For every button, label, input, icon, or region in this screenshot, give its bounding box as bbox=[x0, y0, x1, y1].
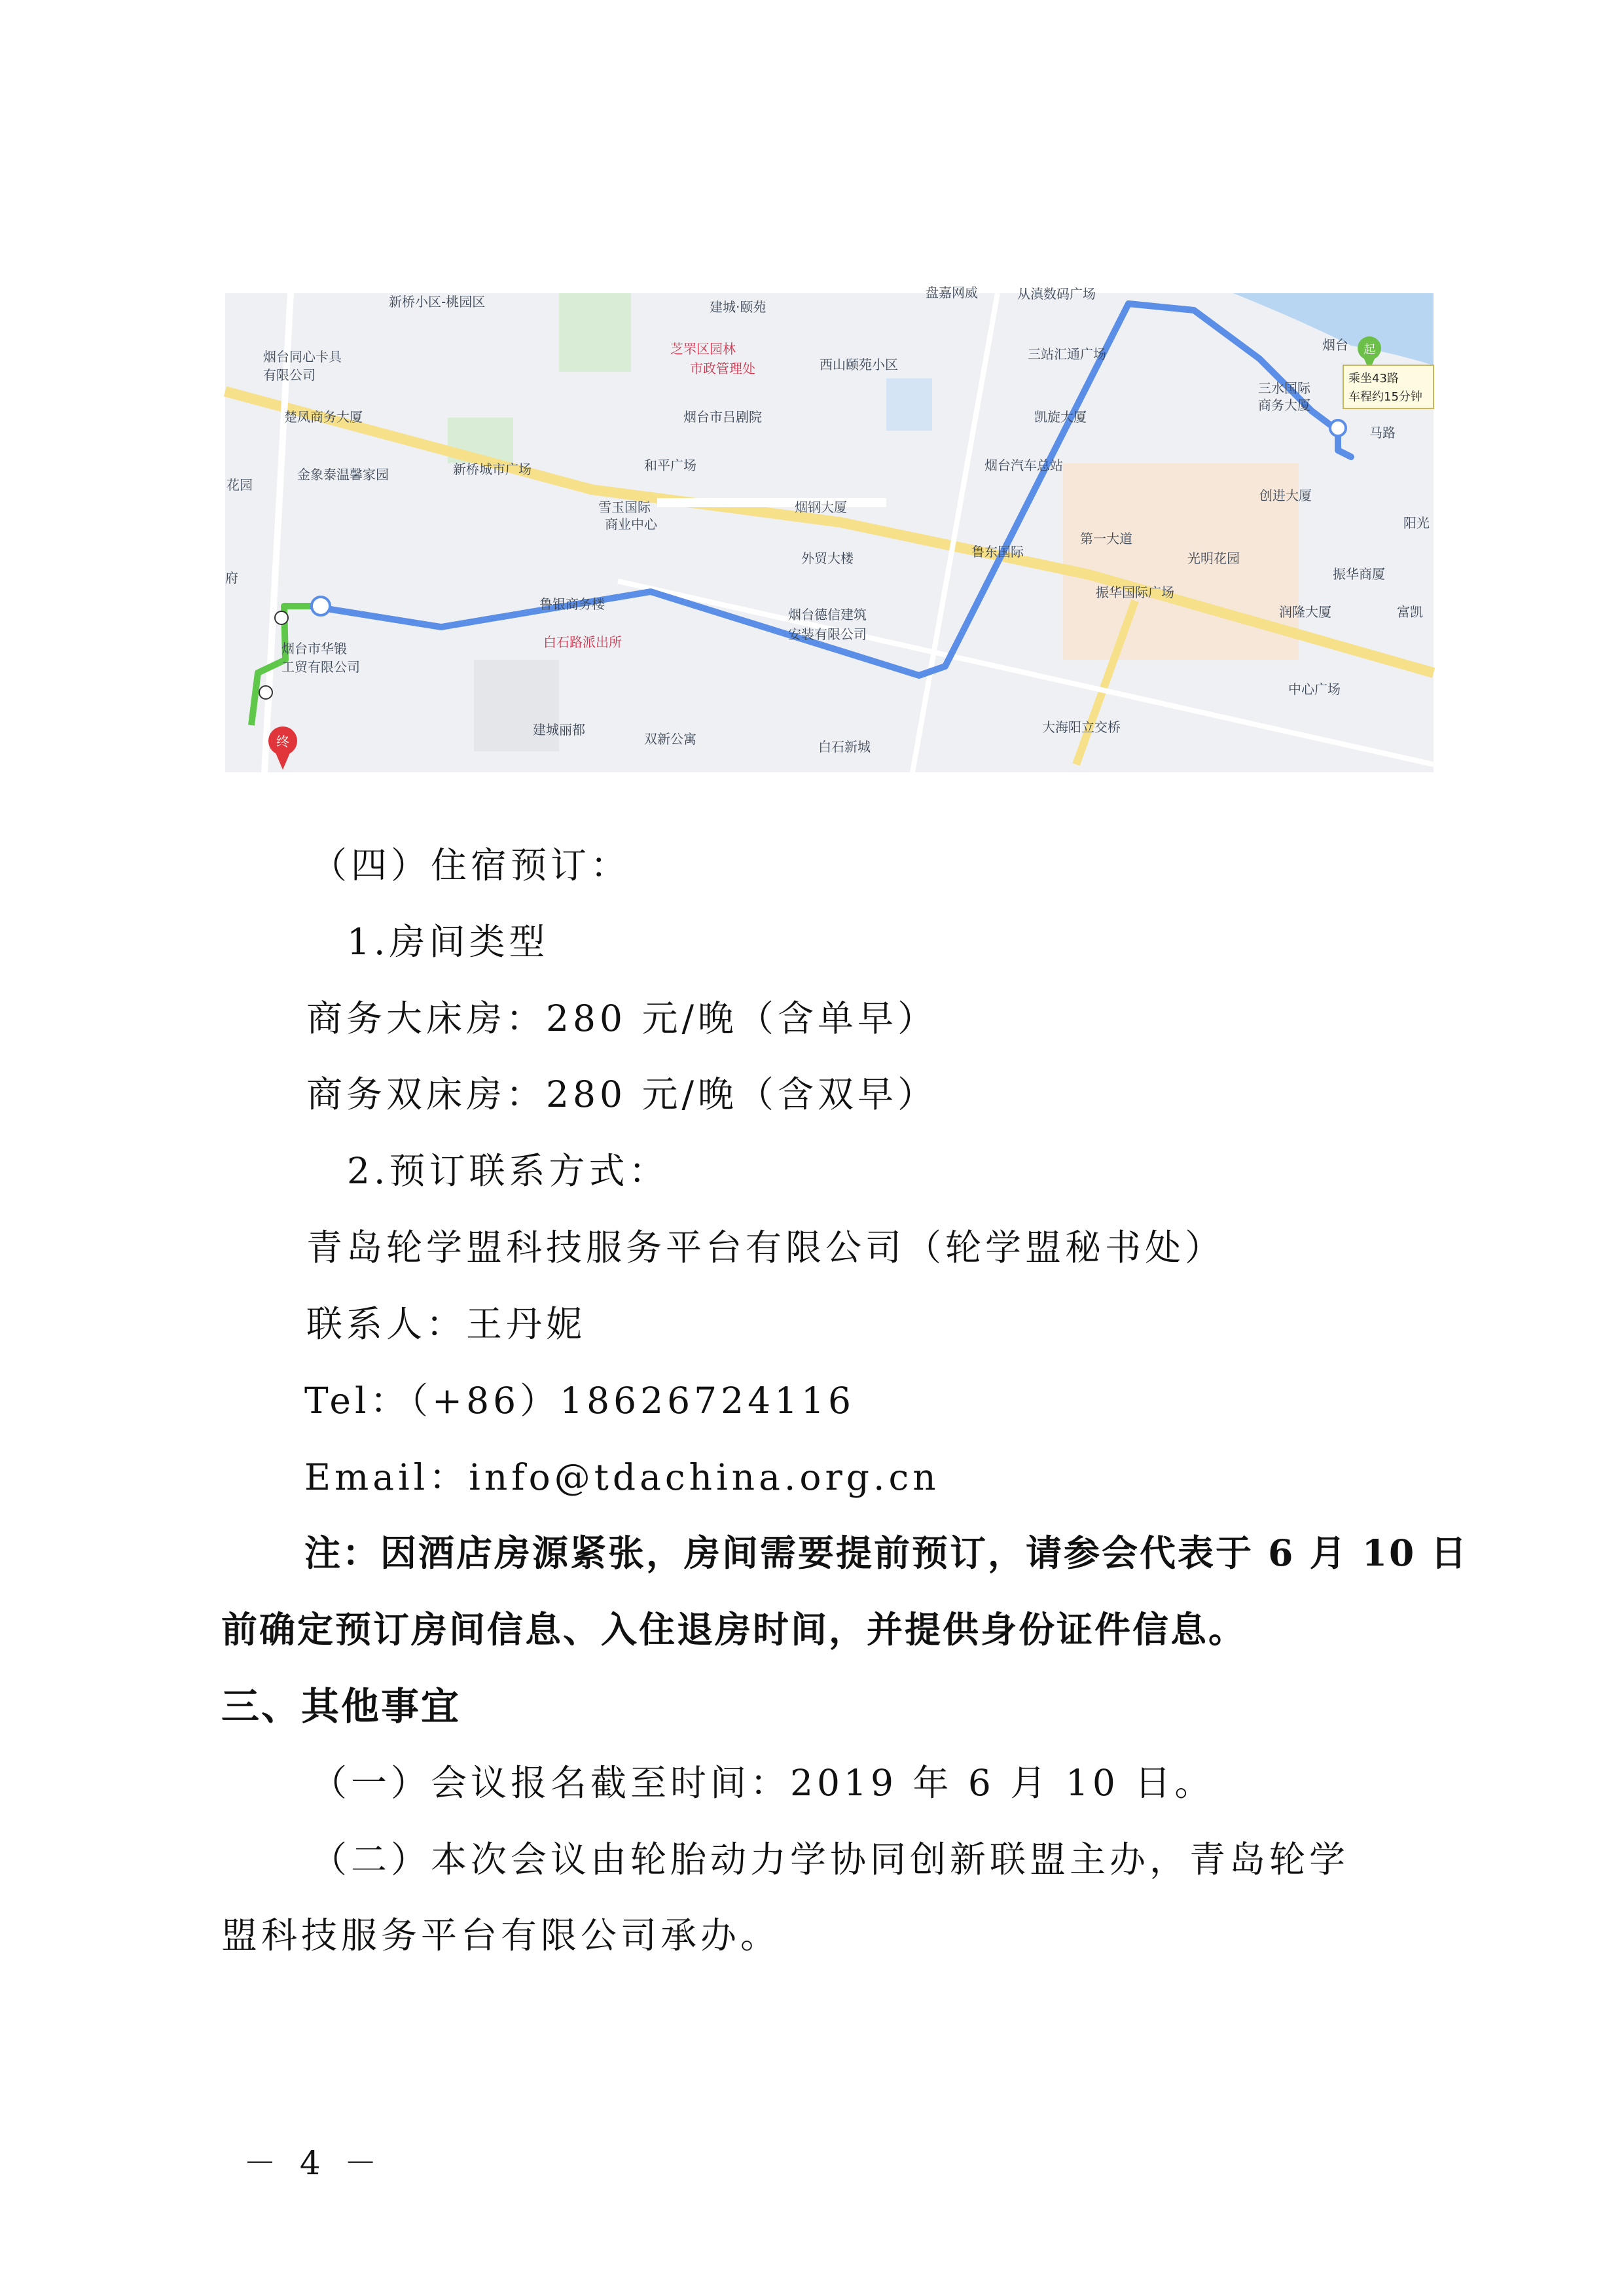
map-label: 白石路派出所 bbox=[543, 634, 622, 650]
map-label: 三水国际 bbox=[1258, 380, 1310, 396]
map-label: 外贸大楼 bbox=[801, 550, 854, 566]
item-1: （一）会议报名截至时间：2019 年 6 月 10 日。 bbox=[311, 1762, 1215, 1804]
map-label: 烟台市吕剧院 bbox=[683, 409, 762, 425]
map-label: 鲁东国际 bbox=[971, 544, 1024, 560]
map-label: 富凯 bbox=[1397, 604, 1423, 620]
map-label: 烟台同心卡具 bbox=[263, 349, 342, 365]
note-line-1: 注：因酒店房源紧张，房间需要提前预订，请参会代表于 6 月 10 日 bbox=[304, 1532, 1469, 1574]
room-twin-price: 商务双床房：280 元/晚（含双早） bbox=[306, 1073, 937, 1115]
map-label: 烟台 bbox=[1322, 337, 1348, 353]
end-marker-label: 终 bbox=[276, 734, 289, 749]
contact-heading: 2.预订联系方式： bbox=[347, 1150, 669, 1192]
room-king-price: 商务大床房：280 元/晚（含单早） bbox=[306, 997, 937, 1039]
room-type-heading: 1.房间类型 bbox=[347, 921, 549, 963]
map-label: 建城丽都 bbox=[533, 722, 585, 738]
map-label: 创进大厦 bbox=[1259, 488, 1312, 503]
map-label: 凯旋大厦 bbox=[1034, 409, 1087, 425]
section4-heading: （四）住宿预订： bbox=[311, 844, 631, 886]
park-area bbox=[559, 293, 631, 372]
bus-time-label: 车程约15分钟 bbox=[1348, 390, 1422, 404]
map-label: 白石新城 bbox=[818, 739, 871, 755]
note-line-2: 前确定预订房间信息、入住退房时间，并提供身份证件信息。 bbox=[221, 1608, 1247, 1651]
map-label: 光明花园 bbox=[1187, 550, 1240, 566]
map-label: 鲁银商务楼 bbox=[539, 596, 605, 612]
map-label: 和平广场 bbox=[644, 457, 696, 473]
bus-line-label: 乘坐43路 bbox=[1348, 372, 1399, 386]
bus-stop-icon bbox=[312, 597, 330, 615]
item-2-line-1: （二）本次会议由轮胎动力学协同创新联盟主办，青岛轮学 bbox=[311, 1839, 1350, 1880]
map-label: 新桥城市广场 bbox=[453, 461, 532, 477]
map-label: 从滇数码广场 bbox=[1017, 286, 1096, 302]
map-label: 市政管理处 bbox=[690, 361, 755, 376]
map-label: 西山颐苑小区 bbox=[820, 357, 898, 372]
map-label: 润隆大厦 bbox=[1279, 604, 1331, 620]
start-marker-label: 起 bbox=[1363, 343, 1375, 357]
contact-email: Email：info@tdachina.org.cn bbox=[304, 1456, 940, 1498]
map-label: 三站汇通广场 bbox=[1028, 346, 1106, 362]
company-name: 青岛轮学盟科技服务平台有限公司（轮学盟秘书处） bbox=[306, 1227, 1225, 1268]
map-label: 府 bbox=[225, 570, 238, 586]
water-area bbox=[886, 378, 932, 431]
map-label: 烟台德信建筑 bbox=[788, 607, 867, 622]
map-label: 烟台市华锻 bbox=[281, 641, 347, 656]
map-label: 马路 bbox=[1369, 425, 1396, 440]
contact-tel: Tel：（+86）18626724116 bbox=[304, 1380, 856, 1422]
walk-icon bbox=[275, 611, 288, 624]
map-label: 烟钢大厦 bbox=[795, 499, 847, 515]
map-label: 中心广场 bbox=[1288, 681, 1341, 697]
map-label: 雪玉国际 bbox=[598, 499, 651, 515]
map-label: 楚凤商务大厦 bbox=[284, 409, 363, 425]
section3-heading: 三、其他事宜 bbox=[221, 1684, 461, 1729]
contact-person: 联系人：王丹妮 bbox=[306, 1303, 586, 1345]
map-label: 商务大厦 bbox=[1258, 397, 1310, 413]
map-label: 有限公司 bbox=[263, 367, 316, 383]
item-2-line-2: 盟科技服务平台有限公司承办。 bbox=[221, 1914, 781, 1956]
map-label: 商业中心 bbox=[605, 516, 657, 532]
map-label: 金象泰温馨家园 bbox=[297, 467, 389, 482]
map-canvas bbox=[225, 285, 1434, 772]
map-label: 振华商厦 bbox=[1333, 566, 1385, 582]
map-label: 大海阳立交桥 bbox=[1042, 719, 1121, 735]
map-label: 新桥小区-桃园区 bbox=[389, 294, 486, 310]
bus-stop-icon-2 bbox=[1330, 420, 1346, 436]
bus-tooltip bbox=[1343, 365, 1434, 408]
page-number: － 4 － bbox=[244, 2144, 384, 2182]
map-label: 第一大道 bbox=[1080, 531, 1132, 547]
map-label: 工贸有限公司 bbox=[281, 659, 360, 675]
map-label: 双新公寓 bbox=[644, 731, 696, 747]
map-label: 盘嘉网威 bbox=[926, 285, 978, 300]
map-label: 建城·颐苑 bbox=[710, 299, 767, 315]
map-label: 安装有限公司 bbox=[788, 626, 867, 642]
map-label: 芝罘区园林 bbox=[670, 341, 736, 357]
map-label: 振华国际广场 bbox=[1096, 584, 1174, 600]
route-map bbox=[225, 285, 1434, 772]
map-label: 烟台汽车总站 bbox=[984, 457, 1063, 473]
map-label: 花园 bbox=[226, 477, 253, 493]
walk-icon-2 bbox=[259, 686, 272, 699]
map-label: 阳光 bbox=[1403, 515, 1430, 531]
